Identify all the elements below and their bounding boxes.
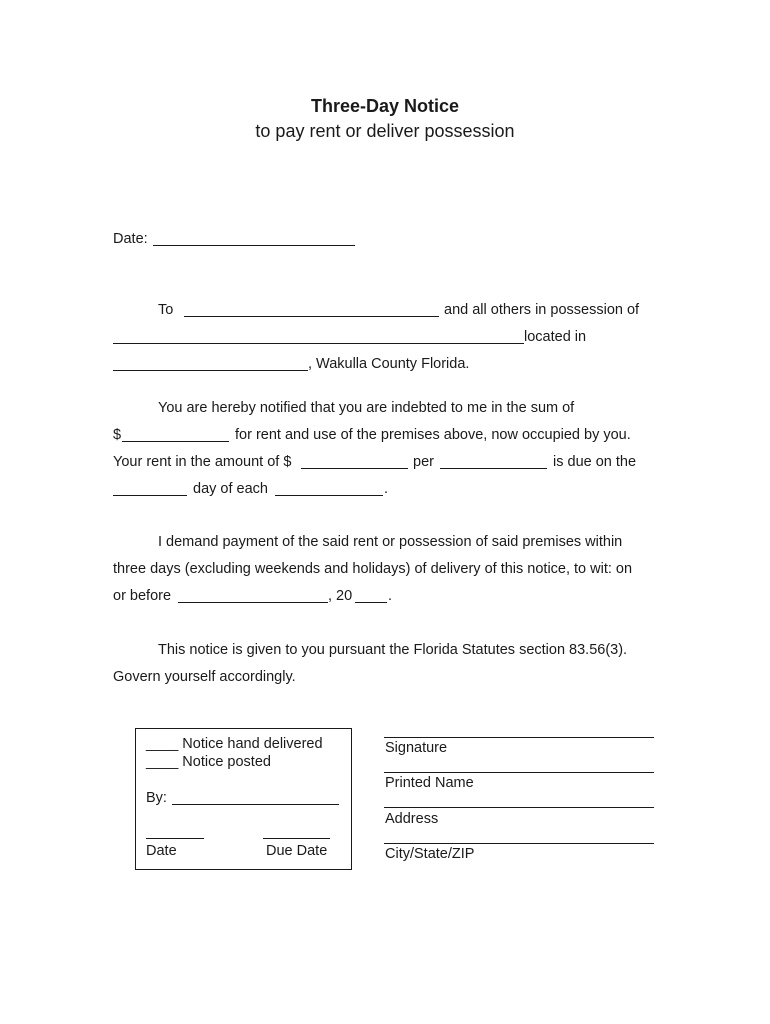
day-of-each-text: day of each bbox=[193, 481, 268, 497]
city-state-zip-line[interactable] bbox=[384, 843, 654, 844]
statute-line-1: This notice is given to you pursuant the Florida Statutes section 83.56(3). bbox=[158, 642, 628, 658]
period-text: . bbox=[384, 481, 389, 497]
printed-name-label: Printed Name bbox=[385, 775, 474, 791]
or-before-text: or before bbox=[113, 588, 172, 604]
date-label: Date: bbox=[113, 231, 148, 247]
date-label-box: Date bbox=[146, 843, 177, 859]
printed-name-line[interactable] bbox=[384, 772, 654, 773]
signature-label: Signature bbox=[385, 740, 448, 756]
notice-posted-option[interactable]: ____ Notice posted bbox=[146, 754, 271, 770]
year-field[interactable] bbox=[355, 602, 387, 603]
rent-amount-text: Your rent in the amount of $ bbox=[113, 454, 292, 470]
due-date-field[interactable] bbox=[263, 838, 330, 839]
document-subtitle: to pay rent or deliver possession bbox=[255, 121, 515, 141]
notice-line-1: You are hereby notified that you are indebted to me in the sum of bbox=[158, 400, 575, 416]
others-in-possession-text: and all others in possession of bbox=[444, 302, 640, 318]
due-on-text: is due on the bbox=[553, 454, 637, 470]
city-state-zip-label: City/State/ZIP bbox=[385, 846, 475, 862]
due-date-label: Due Date bbox=[266, 843, 328, 859]
demand-line-1: I demand payment of the said rent or possession of said premises within bbox=[158, 534, 623, 550]
sum-amount-field[interactable] bbox=[122, 441, 229, 442]
rent-amount-field[interactable] bbox=[301, 468, 408, 469]
signature-line[interactable] bbox=[384, 737, 654, 738]
premises-address-field[interactable] bbox=[113, 343, 524, 344]
located-in-text: located in bbox=[524, 329, 587, 345]
city-field[interactable] bbox=[113, 370, 308, 371]
date-delivered-field[interactable] bbox=[146, 838, 204, 839]
to-label: To bbox=[158, 302, 174, 318]
demand-line-2: three days (excluding weekends and holidays) of delivery of this notice, to wit: on bbox=[113, 561, 633, 577]
demand-period-text: . bbox=[388, 588, 393, 604]
dollar-sign: $ bbox=[113, 427, 122, 443]
notice-hand-delivered-option[interactable]: ____ Notice hand delivered bbox=[146, 736, 323, 752]
deadline-date-field[interactable] bbox=[178, 602, 328, 603]
notice-line-2: for rent and use of the premises above, now occupied by you. bbox=[235, 427, 631, 443]
per-text: per bbox=[413, 454, 434, 470]
by-label: By: bbox=[146, 790, 167, 806]
date-field[interactable] bbox=[153, 245, 355, 246]
address-line[interactable] bbox=[384, 807, 654, 808]
delivery-box bbox=[135, 728, 352, 870]
address-label: Address bbox=[385, 811, 439, 827]
due-period-field[interactable] bbox=[275, 495, 383, 496]
due-day-field[interactable] bbox=[113, 495, 187, 496]
document-title: Three-Day Notice bbox=[310, 96, 460, 116]
tenant-name-field[interactable] bbox=[184, 316, 439, 317]
rent-period-field[interactable] bbox=[440, 468, 547, 469]
county-text: , Wakulla County Florida. bbox=[308, 356, 470, 372]
statute-line-2: Govern yourself accordingly. bbox=[113, 669, 296, 685]
year-prefix-text: , 20 bbox=[328, 588, 353, 604]
by-field[interactable] bbox=[172, 804, 339, 805]
